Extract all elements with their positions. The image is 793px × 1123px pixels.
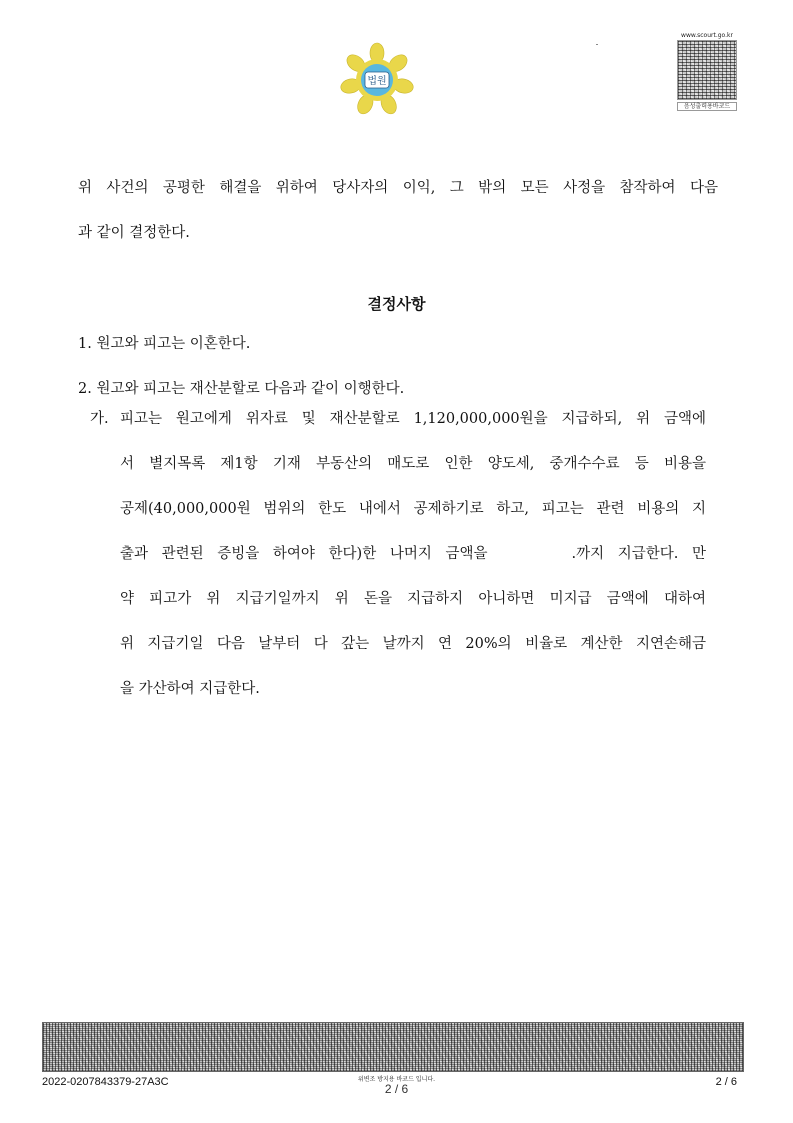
intro-line-1: 위 사건의 공평한 해결을 위하여 당사자의 이익, 그 밖의 모든 사정을 참작하여 다음	[78, 180, 718, 196]
subitem-line-4a: 출과 관련된 증빙을 하여야 한다)한 나머지 금액을	[120, 546, 488, 562]
court-emblem	[339, 42, 415, 118]
intro-line-2: 과 같이 결정한다.	[78, 225, 190, 241]
qr-code-icon	[677, 40, 737, 100]
page-number-center: 2 / 6	[384, 1082, 409, 1096]
decision-item-2: 2. 원고와 피고는 재산분할로 다음과 같이 이행한다.	[78, 381, 405, 397]
subitem-line-7: 을 가산하여 지급한다.	[120, 681, 260, 697]
subitem-line-2: 서 별지목록 제1항 기재 부동산의 매도로 인한 양도세, 중개수수료 등 비용을	[120, 456, 706, 472]
subitem-line-6: 위 지급기일 다음 날부터 다 갚는 날까지 연 20%의 비율로 계산한 지연손해금	[120, 636, 706, 652]
subitem-line-3: 공제(40,000,000원 범위의 한도 내에서 공제하기로 하고, 피고는 관련 비용의 지	[120, 501, 706, 517]
decision-item-1: 1. 원고와 피고는 이혼한다.	[78, 336, 251, 352]
scan-speck	[596, 44, 598, 45]
subitem-marker: 가.	[90, 411, 109, 427]
decision-subitem	[90, 397, 730, 712]
subitem-line-5: 약 피고가 위 지급기일까지 위 돈을 지급하지 아니하면 미지급 금액에 대하여	[120, 591, 706, 607]
qr-block	[674, 32, 740, 114]
intro-paragraph	[78, 166, 718, 256]
subitem-line-1: 피고는 원고에게 위자료 및 재산분할로 1,120,000,000원을 지급하되, 위 금액에	[120, 411, 706, 427]
qr-url: www.scourt.go.kr	[681, 32, 733, 39]
qr-caption: 음성출력용바코드	[677, 102, 737, 111]
document-id: 2022-0207843379-27A3C	[42, 1076, 169, 1088]
emblem-label: 법원	[367, 76, 387, 87]
subitem-line-4b: .까지 지급한다. 만	[571, 546, 706, 562]
page-number-right: 2 / 6	[715, 1076, 737, 1088]
anti-forgery-barcode	[42, 1022, 744, 1072]
barcode-note: 위변조 방지용 바코드 입니다.	[357, 1076, 436, 1083]
subitem-text	[120, 397, 706, 712]
section-title: 결정사항	[367, 295, 426, 313]
subitem-line-4	[120, 532, 706, 577]
court-emblem-icon	[339, 42, 415, 118]
